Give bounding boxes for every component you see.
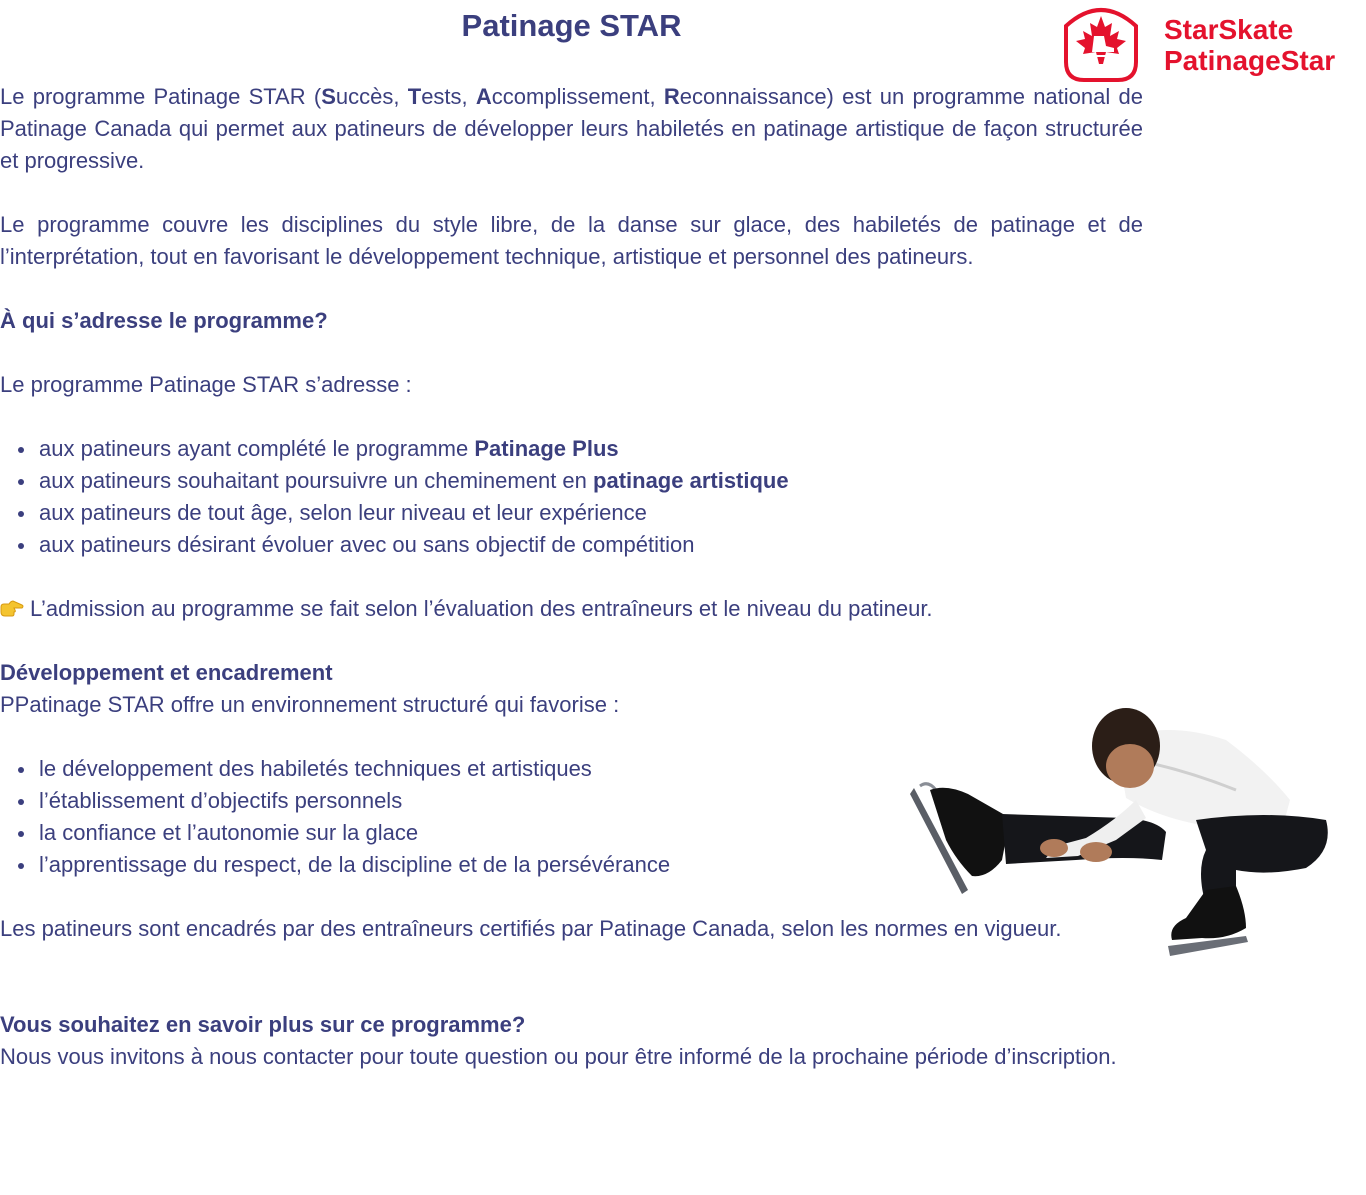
development-heading: Développement et encadrement <box>0 660 333 685</box>
intro-paragraph-1: Le programme Patinage STAR (Succès, Tests, Accomplissement, Reconnaissance) est un programme national de Patinage Canada qui permet aux patineurs de développer leurs habiletés en patinage artistique de façon structurée et progressive. <box>0 84 1143 173</box>
logo-line-2: PatinageStar <box>1164 45 1336 76</box>
pointing-hand-icon <box>0 599 24 619</box>
starskate-logo <box>1056 2 1356 86</box>
list-item: la confiance et l’autonomie sur la glace <box>39 817 1143 849</box>
audience-lead: Le programme Patinage STAR s’adresse : <box>0 372 412 397</box>
contact-heading: Vous souhaitez en savoir plus sur ce programme? <box>0 1012 526 1037</box>
maple-leaf-skate-icon <box>1056 2 1146 84</box>
intro-paragraph-2: Le programme couvre les disciplines du style libre, de la danse sur glace, des habiletés de patinage et de l’interprétation, tout en favorisant le développement technique, artistique et personnel des patineurs. <box>0 212 1143 269</box>
contact-text: Nous vous invitons à nous contacter pour toute question ou pour être informé de la prochaine période d’inscription. <box>0 1044 1117 1069</box>
list-item: aux patineurs de tout âge, selon leur niveau et leur expérience <box>39 497 1143 529</box>
admission-note: L’admission au programme se fait selon l’évaluation des entraîneurs et le niveau du patineur. <box>0 593 1143 625</box>
list-item: le développement des habiletés techniques et artistiques <box>39 753 1143 785</box>
audience-list <box>0 433 1143 561</box>
logo-line-1: StarSkate <box>1164 14 1294 45</box>
page-title: Patinage STAR <box>461 8 682 43</box>
figure-skater-image <box>906 700 1336 962</box>
development-lead: PPatinage STAR offre un environnement structuré qui favorise : <box>0 692 620 717</box>
list-item: l’établissement d’objectifs personnels <box>39 785 1143 817</box>
development-closing: Les patineurs sont encadrés par des entraîneurs certifiés par Patinage Canada, selon les normes en vigueur. <box>0 916 1062 941</box>
list-item: aux patineurs désirant évoluer avec ou sans objectif de compétition <box>39 529 1143 561</box>
list-item: aux patineurs souhaitant poursuivre un cheminement en patinage artistique <box>39 465 1143 497</box>
audience-heading: À qui s’adresse le programme? <box>0 308 328 333</box>
list-item: aux patineurs ayant complété le programme Patinage Plus <box>39 433 1143 465</box>
list-item: l’apprentissage du respect, de la discipline et de la persévérance <box>39 849 1143 881</box>
